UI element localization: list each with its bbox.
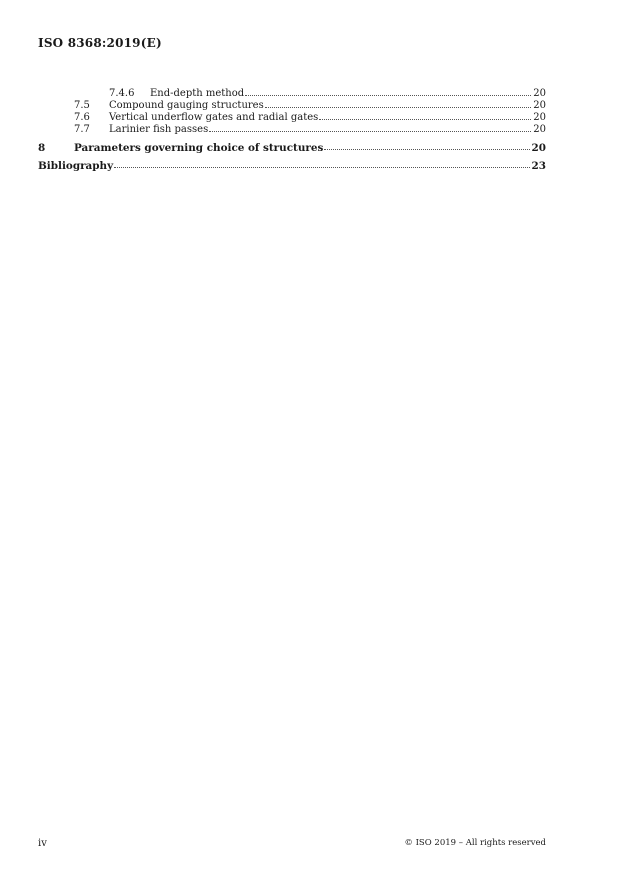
table-of-contents bbox=[38, 88, 546, 172]
toc-entry-title: Larinier fish passes bbox=[109, 124, 209, 135]
toc-entry-page: 23 bbox=[531, 160, 546, 172]
toc-entry-7-5[interactable] bbox=[38, 100, 546, 112]
toc-entry-bibliography[interactable] bbox=[38, 160, 546, 172]
toc-entry-number: 7.4.6 bbox=[109, 88, 135, 99]
toc-entry-8[interactable] bbox=[38, 142, 546, 154]
toc-entry-title: Bibliography bbox=[38, 160, 114, 172]
toc-entry-page: 20 bbox=[531, 142, 546, 154]
toc-entry-title: Vertical underflow gates and radial gates bbox=[109, 112, 319, 123]
copyright-notice: © ISO 2019 – All rights reserved bbox=[404, 838, 546, 848]
toc-entry-7-6[interactable] bbox=[38, 112, 546, 124]
toc-entry-page: 20 bbox=[533, 124, 546, 135]
toc-dot-leader bbox=[324, 149, 529, 150]
document-identifier: ISO 8368:2019(E) bbox=[38, 36, 162, 50]
toc-dot-leader bbox=[209, 131, 531, 132]
toc-entry-number: 8 bbox=[38, 142, 46, 154]
toc-entry-number: 7.6 bbox=[74, 112, 90, 123]
toc-dot-leader bbox=[319, 119, 531, 120]
toc-entry-number: 7.5 bbox=[74, 100, 90, 111]
toc-dot-leader bbox=[265, 107, 532, 108]
page-number: iv bbox=[38, 838, 47, 849]
toc-entry-page: 20 bbox=[533, 88, 546, 99]
toc-dot-leader bbox=[245, 95, 531, 96]
toc-entry-title: End-depth method bbox=[150, 88, 245, 99]
toc-entry-title: Compound gauging structures bbox=[109, 100, 264, 111]
toc-entry-page: 20 bbox=[533, 100, 546, 111]
toc-entry-7-4-6[interactable] bbox=[38, 88, 546, 100]
toc-entry-title: Parameters governing choice of structures bbox=[74, 142, 324, 154]
toc-entry-7-7[interactable] bbox=[38, 124, 546, 136]
toc-entry-page: 20 bbox=[533, 112, 546, 123]
toc-dot-leader bbox=[114, 167, 529, 168]
toc-entry-number: 7.7 bbox=[74, 124, 90, 135]
